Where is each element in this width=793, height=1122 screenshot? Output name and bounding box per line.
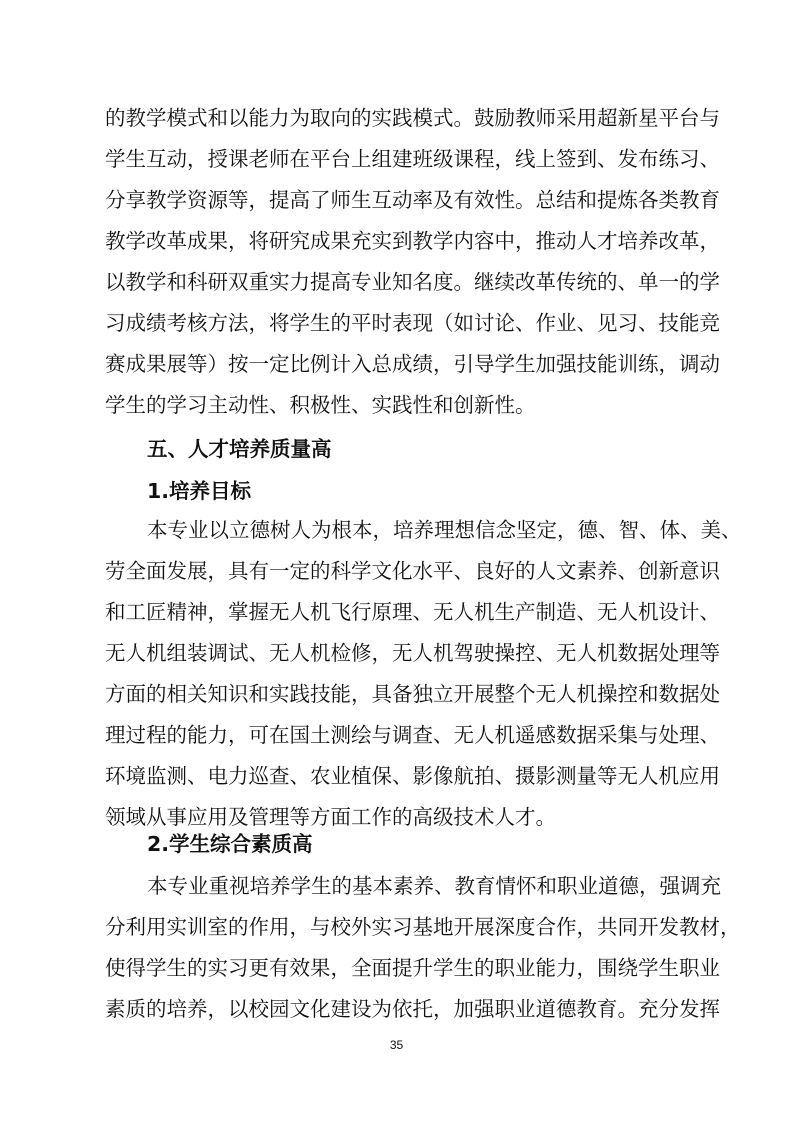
paragraph-line: 学生的学习主动性、积极性、实践性和创新性。: [105, 393, 536, 417]
paragraph-line: 素质的培养，以校园文化建设为依托，加强职业道德教育。充分发挥: [105, 997, 720, 1021]
paragraph-line: 理过程的能力，可在国土测绘与调查、无人机遥感数据采集与处理、: [105, 723, 720, 747]
paragraph-line: 以教学和科研双重实力提高专业知名度。继续改革传统的、单一的学: [105, 270, 720, 294]
paragraph-line: 环境监测、电力巡查、农业植保、影像航拍、摄影测量等无人机应用: [105, 764, 720, 788]
paragraph-line: 赛成果展等）按一定比例计入总成绩，引导学生加强技能训练，调动: [105, 352, 720, 376]
paragraph-line: 领域从事应用及管理等方面工作的高级技术人才。: [105, 805, 556, 829]
paragraph-line: 本专业以立德树人为根本，培养理想信念坚定，德、智、体、美、: [147, 518, 742, 542]
subsection-heading: 1.培养目标: [147, 479, 252, 503]
paragraph-line: 教学改革成果，将研究成果充实到教学内容中，推动人才培养改革，: [105, 229, 720, 253]
paragraph-line: 和工匠精神，掌握无人机飞行原理、无人机生产制造、无人机设计、: [105, 600, 720, 624]
paragraph-line: 无人机组装调试、无人机检修，无人机驾驶操控、无人机数据处理等: [105, 641, 720, 665]
paragraph-line: 学生互动，授课老师在平台上组建班级课程，线上签到、发布练习、: [105, 147, 720, 171]
paragraph-line: 分利用实训室的作用，与校外实习基地开展深度合作，共同开发教材，: [105, 915, 741, 939]
paragraph-line: 本专业重视培养学生的基本素养、教育情怀和职业道德，强调充: [147, 874, 721, 898]
subsection-heading: 2.学生综合素质高: [147, 832, 313, 856]
section-heading: 五、人才培养质量高: [147, 437, 332, 461]
paragraph-line: 方面的相关知识和实践技能，具备独立开展整个无人机操控和数据处: [105, 682, 720, 706]
paragraph-line: 的教学模式和以能力为取向的实践模式。鼓励教师采用超新星平台与: [105, 106, 720, 130]
paragraph-line: 习成绩考核方法，将学生的平时表现（如讨论、作业、见习、技能竞: [105, 311, 720, 335]
paragraph-line: 分享教学资源等，提高了师生互动率及有效性。总结和提炼各类教育: [105, 188, 720, 212]
paragraph-line: 使得学生的实习更有效果，全面提升学生的职业能力，围绕学生职业: [105, 956, 720, 980]
page-number: 35: [389, 1038, 404, 1052]
paragraph-line: 劳全面发展，具有一定的科学文化水平、良好的人文素养、创新意识: [105, 559, 720, 583]
